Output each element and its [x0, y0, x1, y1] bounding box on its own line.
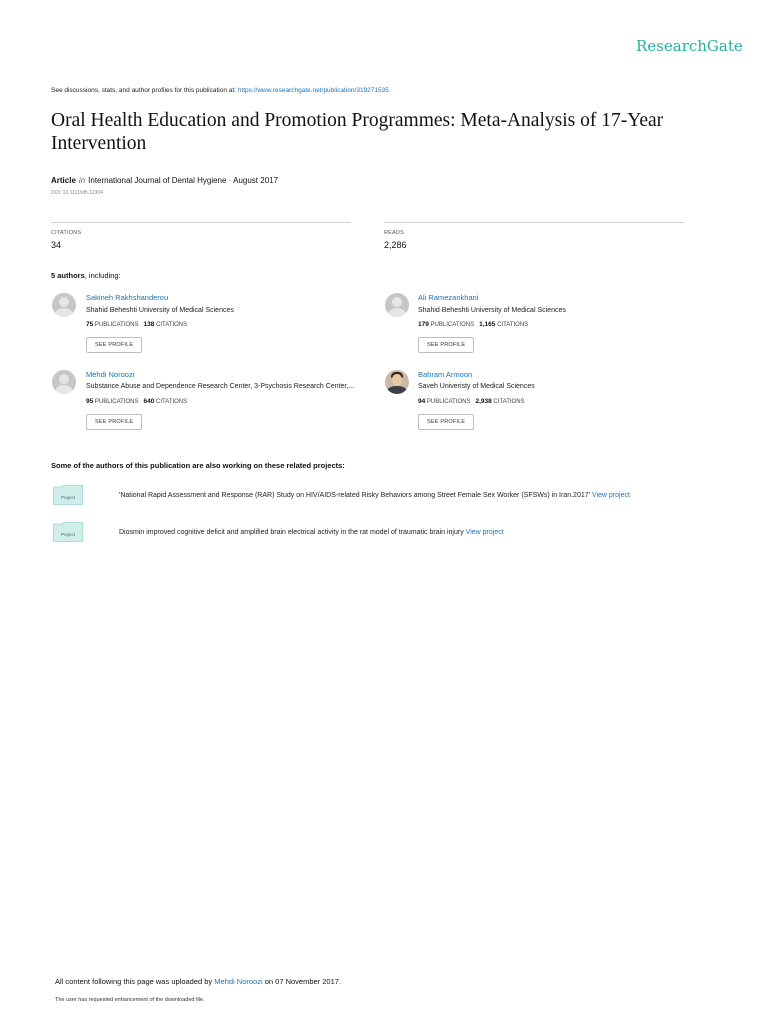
project-icon — [53, 522, 83, 542]
reads-divider — [384, 222, 684, 223]
default-user-icon[interactable] — [385, 293, 409, 317]
see-profile-button[interactable]: SEE PROFILE — [86, 414, 142, 430]
citations-count-label: CITATIONS — [156, 322, 188, 328]
discussion-prefix: See discussions, stats, and author profiles for this publication at: — [51, 87, 236, 94]
author-counts — [86, 398, 187, 405]
citations-count-label: CITATIONS — [497, 322, 529, 328]
citations-label: CITATIONS — [51, 230, 82, 236]
publications-count: 75 — [86, 321, 94, 328]
uploader-link[interactable]: Mehdi Noroozi — [214, 977, 263, 986]
project-icon — [53, 485, 83, 505]
authors-suffix: , including: — [84, 271, 121, 280]
user-photo-icon[interactable] — [385, 370, 409, 394]
related-projects-heading: Some of the authors of this publication are also working on these related projects: — [51, 461, 345, 470]
publications-label: PUBLICATIONS — [426, 399, 471, 405]
project-item — [119, 529, 504, 536]
article-type: Article — [51, 176, 76, 185]
citations-divider — [51, 222, 351, 223]
article-in-label: in — [78, 176, 86, 185]
author-name-link[interactable]: Sakineh Rakhshanderou — [86, 293, 169, 302]
enhancement-note: The user has requested enhancement of the downloaded file. — [55, 997, 205, 1003]
discussion-line — [51, 87, 389, 94]
citations-count: 2,938 — [475, 398, 492, 405]
researchgate-logo[interactable]: ResearchGate — [636, 37, 743, 55]
upload-prefix: All content following this page was uploaded by — [55, 977, 213, 986]
reads-value: 2,286 — [384, 240, 407, 250]
project-title: Diosmin improved cognitive deficit and amplified brain electrical activity in the rat model of traumatic brain injury — [119, 529, 464, 536]
publications-count: 94 — [418, 398, 426, 405]
author-name-link[interactable]: Ali Ramezankhani — [418, 293, 479, 302]
journal-info: International Journal of Dental Hygiene · August 2017 — [88, 176, 279, 185]
authors-heading — [51, 271, 121, 280]
publications-label: PUBLICATIONS — [94, 399, 139, 405]
publication-url-link[interactable]: https://www.researchgate.net/publication/319271535 — [237, 87, 389, 94]
default-user-icon[interactable] — [52, 370, 76, 394]
default-user-icon[interactable] — [52, 293, 76, 317]
author-name-link[interactable]: Bahram Armoon — [418, 370, 473, 379]
project-item — [119, 492, 630, 499]
reads-label: READS — [384, 230, 404, 236]
view-project-link[interactable]: View project — [465, 529, 504, 536]
see-profile-button[interactable]: SEE PROFILE — [418, 337, 474, 353]
publications-label: PUBLICATIONS — [430, 322, 475, 328]
author-affiliation: Substance Abuse and Dependence Research Center, 3-Psychosis Research Center,... — [86, 383, 355, 390]
project-title: 'National Rapid Assessment and Response (RAR) Study on HIV/AIDS-related Risky Behaviors among Street Female Sex Worker (SFSWs) in Iran.2017' — [119, 492, 590, 499]
citations-count: 1,165 — [479, 321, 496, 328]
author-counts — [418, 398, 525, 405]
citations-count-label: CITATIONS — [493, 399, 525, 405]
citations-count-label: CITATIONS — [156, 399, 188, 405]
page-title: Oral Health Education and Promotion Programmes: Meta-Analysis of 17-Year Intervention — [51, 110, 664, 154]
author-affiliation: Saveh Univeristy of Medical Sciences — [418, 383, 535, 390]
view-project-link[interactable]: View project — [591, 492, 630, 499]
doi: DOI: 10.1111/idh.12304 — [51, 190, 103, 196]
author-affiliation: Shahid Beheshti University of Medical Sciences — [418, 307, 566, 314]
author-affiliation: Shahid Beheshti University of Medical Sciences — [86, 307, 234, 314]
citations-count: 138 — [143, 321, 155, 328]
publications-label: PUBLICATIONS — [94, 322, 139, 328]
author-name-link[interactable]: Mehdi Noroozi — [86, 370, 135, 379]
publications-count: 95 — [86, 398, 94, 405]
upload-info — [55, 977, 341, 986]
upload-date: on 07 November 2017. — [264, 977, 342, 986]
publications-count: 179 — [418, 321, 429, 328]
see-profile-button[interactable]: SEE PROFILE — [418, 414, 474, 430]
authors-count: 5 authors — [51, 271, 85, 280]
author-counts — [418, 321, 528, 328]
article-info — [51, 176, 278, 185]
citations-value: 34 — [51, 240, 62, 250]
citations-count: 640 — [143, 398, 155, 405]
project-icon-label: Project — [60, 532, 76, 537]
author-counts — [86, 321, 187, 328]
see-profile-button[interactable]: SEE PROFILE — [86, 337, 142, 353]
project-icon-label: Project — [60, 495, 76, 500]
